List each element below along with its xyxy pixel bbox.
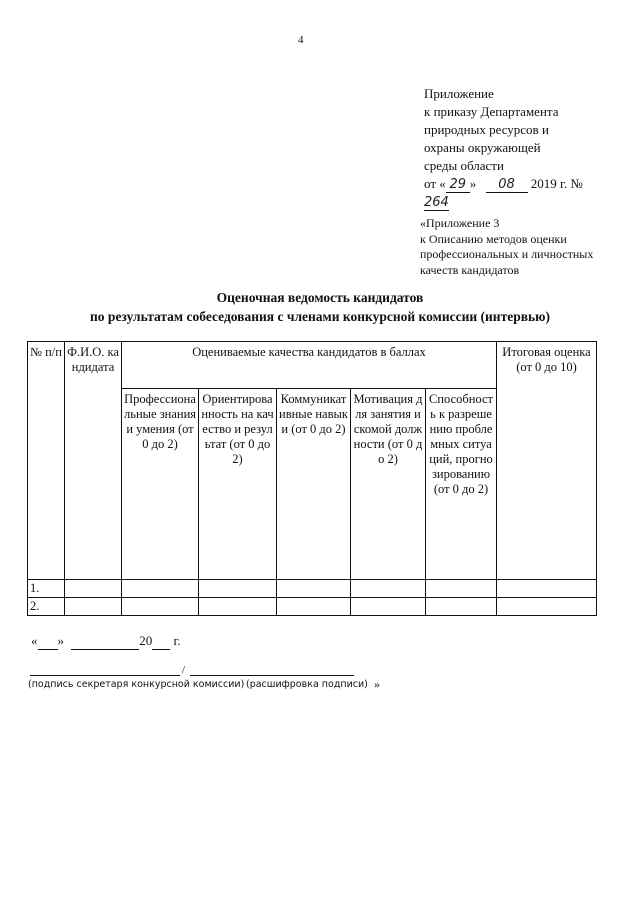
year-suffix: г.	[173, 633, 181, 648]
header-qualities: Оцениваемые качества кандидатов в баллах	[122, 342, 497, 389]
signature-slash: /	[182, 664, 186, 676]
row-number: 1.	[28, 580, 65, 598]
caption-signature: (подпись секретаря конкурсной комиссии)	[28, 679, 245, 690]
subheader-cell: Мотивация для занятия искомой должности (от 0 до 2)	[351, 389, 426, 580]
header-name: Ф.И.О. кандидата	[65, 342, 122, 580]
header-num: № п/п	[28, 342, 65, 580]
document-title	[20, 288, 620, 326]
appendix-line: природных ресурсов и	[424, 122, 549, 137]
signature-lines	[30, 664, 354, 676]
page-number: 4	[298, 34, 304, 46]
handwritten-month: 08	[486, 178, 528, 193]
table-header-row	[28, 342, 597, 389]
order-date-line	[424, 175, 624, 193]
quote-open: «	[31, 633, 38, 648]
header-total: Итоговая оценка (от 0 до 10)	[497, 342, 597, 580]
evaluation-table	[27, 341, 597, 616]
subheader-cell: Коммуникативные навыки (от 0 до 2)	[277, 389, 351, 580]
subheader-cell: Ориентированность на качество и результат (от 0 до 2)	[199, 389, 277, 580]
quote-close: »	[57, 633, 64, 648]
year-prefix: 20	[139, 633, 153, 648]
table-row	[28, 580, 597, 598]
footer-date	[31, 633, 181, 650]
appendix3-line: профессиональных и личностных	[420, 247, 594, 261]
appendix3-line: «Приложение 3	[420, 216, 500, 230]
title-line-2: по результатам собеседования с членами конкурсной комиссии (интервью)	[90, 309, 550, 324]
table-row	[28, 598, 597, 616]
subheader-cell: Способность к разрешению проблемных ситуаций, прогнозированию (от 0 до 2)	[426, 389, 497, 580]
appendix-line: среды области	[424, 158, 504, 173]
appendix-block	[424, 85, 624, 211]
caption-decoding: (расшифровка подписи)	[246, 679, 368, 690]
date-year: 2019 г. №	[530, 176, 583, 191]
appendix3-line: к Описанию методов оценки	[420, 231, 567, 246]
appendix3-line: качеств кандидатов	[420, 262, 520, 277]
handwritten-order-number: 264	[424, 195, 449, 210]
appendix-line: Приложение	[424, 86, 494, 101]
subheader-cell: Профессиональные знания и умения (от 0 до 2)	[122, 389, 199, 580]
row-number: 2.	[28, 598, 65, 616]
closing-quote: »	[374, 677, 380, 691]
appendix-line: к приказу Департамента	[424, 104, 559, 119]
title-line-1: Оценочная ведомость кандидатов	[216, 290, 424, 305]
date-mid: »	[469, 176, 477, 191]
appendix-line: охраны окружающей	[424, 140, 541, 155]
handwritten-day: 29	[446, 178, 470, 193]
date-prefix: от «	[424, 176, 446, 191]
appendix3-block	[420, 216, 620, 278]
